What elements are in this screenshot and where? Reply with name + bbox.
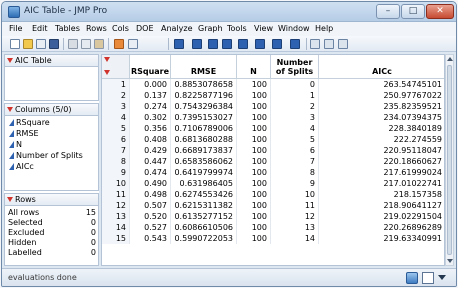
table-cell[interactable]: 0.356: [130, 123, 171, 134]
rows-state-label: Excluded: [8, 228, 45, 237]
table-cell[interactable]: 100: [237, 233, 271, 244]
rows-state-line: [8, 208, 96, 217]
table-cell[interactable]: 228.3840189: [319, 123, 445, 134]
status-bar: [2, 268, 456, 286]
menu-bar: [2, 22, 456, 36]
table-cell[interactable]: 219.02291504: [319, 211, 445, 222]
table-cell[interactable]: 218.157358: [319, 189, 445, 200]
table-cell[interactable]: 100: [237, 134, 271, 145]
columns-panel-body: [4, 116, 99, 191]
bar-chart-icon[interactable]: [208, 39, 218, 49]
dashboard-icon[interactable]: [310, 39, 320, 49]
menu-graph[interactable]: Graph: [198, 24, 223, 33]
row-number[interactable]: 12: [102, 200, 130, 211]
table-cell[interactable]: 0.408: [130, 134, 171, 145]
table-cell[interactable]: 0.543: [130, 233, 171, 244]
rows-state-label: Labelled: [8, 248, 42, 257]
table-cell[interactable]: 217.61999024: [319, 167, 445, 178]
table-cell[interactable]: 0.6813680288: [171, 134, 237, 145]
rows-state-count: 0: [90, 238, 96, 247]
table-cell[interactable]: 0.000: [130, 79, 171, 90]
table-cell[interactable]: 0.8225877196: [171, 90, 237, 101]
rows-state-line: [8, 238, 96, 247]
table-row[interactable]: [102, 123, 445, 134]
table-cell[interactable]: 100: [237, 101, 271, 112]
column-item[interactable]: [9, 151, 83, 160]
table-cell[interactable]: 0.137: [130, 90, 171, 101]
column-header[interactable]: [237, 55, 271, 79]
menu-doe[interactable]: DOE: [136, 24, 154, 33]
continuous-column-icon: [9, 152, 14, 159]
row-number[interactable]: 4: [102, 112, 130, 123]
table-cell[interactable]: 218.90641127: [319, 200, 445, 211]
table-cell[interactable]: 0.302: [130, 112, 171, 123]
column-header-label: N: [250, 67, 257, 76]
row-number[interactable]: 6: [102, 134, 130, 145]
open-file-icon[interactable]: [23, 39, 33, 49]
graph-icon[interactable]: [192, 39, 202, 49]
table-cell[interactable]: 0.6215311382: [171, 200, 237, 211]
save-icon[interactable]: [49, 39, 59, 49]
column-item[interactable]: [9, 140, 22, 149]
jmp-app-icon: [8, 6, 20, 18]
continuous-column-icon: [9, 119, 14, 126]
row-number[interactable]: 3: [102, 101, 130, 112]
jmp-window: [1, 1, 457, 287]
row-number[interactable]: 8: [102, 156, 130, 167]
table-cell[interactable]: 100: [237, 112, 271, 123]
column-header-label: Number of Splits: [275, 58, 314, 76]
row-number[interactable]: 10: [102, 178, 130, 189]
table-cell[interactable]: 100: [237, 123, 271, 134]
toolbar: [2, 36, 456, 52]
table-cell[interactable]: 6: [271, 145, 319, 156]
rows-state-count: 0: [90, 248, 96, 257]
menu-tables[interactable]: Tables: [55, 24, 80, 33]
red-triangle-icon[interactable]: [104, 70, 110, 75]
close-button[interactable]: ✕: [426, 4, 454, 19]
table-cell[interactable]: 9: [271, 178, 319, 189]
window-title: AIC Table - JMP Pro: [24, 6, 108, 16]
table-cell[interactable]: 0.6583586062: [171, 156, 237, 167]
menu-file[interactable]: File: [9, 24, 23, 33]
table-row[interactable]: [102, 167, 445, 178]
table-cell[interactable]: 14: [271, 233, 319, 244]
columns-panel-header[interactable]: [4, 103, 99, 116]
new-table-icon[interactable]: [10, 39, 20, 49]
table-panel-header[interactable]: [4, 54, 99, 67]
vertical-scrollbar[interactable]: [445, 54, 454, 266]
column-item[interactable]: [9, 162, 34, 171]
table-cell[interactable]: 0.520: [130, 211, 171, 222]
table-cell[interactable]: 13: [271, 222, 319, 233]
table-row[interactable]: [102, 222, 445, 233]
table-cell[interactable]: 0.8853078658: [171, 79, 237, 90]
table-cell[interactable]: 0.429: [130, 145, 171, 156]
table-cell[interactable]: 4: [271, 123, 319, 134]
table-cell[interactable]: 100: [237, 178, 271, 189]
red-triangle-icon[interactable]: [7, 107, 13, 112]
table-cell[interactable]: 222.274559: [319, 134, 445, 145]
journal-icon[interactable]: [114, 39, 124, 49]
table-cell[interactable]: 3: [271, 112, 319, 123]
table-cell[interactable]: 0.7106789006: [171, 123, 237, 134]
minimize-button[interactable]: –: [376, 4, 400, 19]
window-icon[interactable]: [338, 39, 348, 49]
table-cell[interactable]: 0.6689173837: [171, 145, 237, 156]
rows-state-count: 0: [90, 228, 96, 237]
rows-panel-header[interactable]: [4, 193, 99, 206]
table-cell[interactable]: 0.7543296384: [171, 101, 237, 112]
rows-state-label: All rows: [8, 208, 40, 217]
menu-window[interactable]: Window: [278, 24, 310, 33]
table-cell[interactable]: 100: [237, 222, 271, 233]
table-row[interactable]: [102, 189, 445, 200]
toolbar-separator: [306, 38, 307, 50]
table-cell[interactable]: 0: [271, 79, 319, 90]
table-cell[interactable]: 100: [237, 189, 271, 200]
menu-view[interactable]: View: [254, 24, 273, 33]
left-pane: [4, 54, 99, 266]
table-cell[interactable]: 0.6086610506: [171, 222, 237, 233]
column-header-label: RMSE: [190, 67, 217, 76]
column-name: Number of Splits: [16, 151, 83, 160]
menu-cols[interactable]: Cols: [112, 24, 129, 33]
menu-tools[interactable]: Tools: [227, 24, 247, 33]
table-cell[interactable]: 7: [271, 156, 319, 167]
scroll-thumb[interactable]: [447, 65, 452, 255]
column-header[interactable]: [271, 55, 319, 79]
row-number[interactable]: 9: [102, 167, 130, 178]
table-cell[interactable]: 0.527: [130, 222, 171, 233]
table-cell[interactable]: 217.01022741: [319, 178, 445, 189]
row-number[interactable]: 2: [102, 90, 130, 101]
table-cell[interactable]: 234.07394375: [319, 112, 445, 123]
row-number[interactable]: 15: [102, 233, 130, 244]
column-header-label: AICc: [372, 67, 392, 76]
table-cell[interactable]: 235.82359521: [319, 101, 445, 112]
column-header[interactable]: [319, 55, 445, 79]
table-cell[interactable]: 100: [237, 211, 271, 222]
table-cell[interactable]: 0.6135277152: [171, 211, 237, 222]
table-row[interactable]: [102, 134, 445, 145]
scroll-up-icon[interactable]: [447, 57, 453, 61]
table-row[interactable]: [102, 178, 445, 189]
rows-state-line: [8, 228, 96, 237]
red-triangle-icon[interactable]: [7, 58, 13, 63]
layout-icon[interactable]: [238, 39, 248, 49]
menu-analyze[interactable]: Analyze: [161, 24, 193, 33]
column-name: RMSE: [16, 129, 39, 138]
continuous-column-icon: [9, 163, 14, 170]
print-icon[interactable]: [128, 39, 138, 49]
table-cell[interactable]: 10: [271, 189, 319, 200]
table-cell[interactable]: 100: [237, 200, 271, 211]
table-cell[interactable]: 0.274: [130, 101, 171, 112]
rows-state-label: Hidden: [8, 238, 37, 247]
cut-icon[interactable]: [68, 39, 78, 49]
status-text: evaluations done: [8, 273, 77, 282]
table-cell[interactable]: 0.498: [130, 189, 171, 200]
table-row[interactable]: [102, 112, 445, 123]
table-row[interactable]: [102, 233, 445, 244]
rows-state-label: Selected: [8, 218, 43, 227]
table-row[interactable]: [102, 200, 445, 211]
column-name: RSquare: [16, 118, 50, 127]
column-item[interactable]: [9, 129, 39, 138]
table-icon[interactable]: [290, 39, 300, 49]
row-number[interactable]: 13: [102, 211, 130, 222]
table-cell[interactable]: 0.7395153027: [171, 112, 237, 123]
bars-icon[interactable]: [272, 39, 282, 49]
row-number[interactable]: 1: [102, 79, 130, 90]
table-row[interactable]: [102, 79, 445, 90]
columns-panel-title: Columns (5/0): [15, 105, 72, 114]
table-row[interactable]: [102, 211, 445, 222]
table-cell[interactable]: 220.18660627: [319, 156, 445, 167]
red-triangle-icon[interactable]: [104, 57, 110, 62]
column-name: AICc: [16, 162, 34, 171]
copy-icon[interactable]: [81, 39, 91, 49]
menu-help[interactable]: Help: [315, 24, 334, 33]
table-cell[interactable]: 5: [271, 134, 319, 145]
menu-rows[interactable]: Rows: [86, 24, 107, 33]
table-cell[interactable]: 0.507: [130, 200, 171, 211]
table-cell[interactable]: 263.54745101: [319, 79, 445, 90]
home-window-icon[interactable]: [406, 272, 418, 284]
toolbar-separator: [108, 38, 109, 50]
table-row[interactable]: [102, 90, 445, 101]
rows-state-line: [8, 218, 96, 227]
compare-icon[interactable]: [255, 39, 265, 49]
table-cell[interactable]: 0.5990722053: [171, 233, 237, 244]
red-triangle-icon[interactable]: [7, 197, 13, 202]
table-cell[interactable]: 0.490: [130, 178, 171, 189]
table-cell[interactable]: 219.63340991: [319, 233, 445, 244]
continuous-column-icon: [9, 130, 14, 137]
table-cell[interactable]: 100: [237, 79, 271, 90]
column-header[interactable]: [130, 55, 171, 79]
rows-panel-body: [4, 206, 99, 266]
table-cell[interactable]: 8: [271, 167, 319, 178]
title-bar: [2, 2, 456, 22]
new-script-icon[interactable]: [36, 39, 46, 49]
table-row[interactable]: [102, 101, 445, 112]
column-header[interactable]: [171, 55, 237, 79]
toolbar-separator: [168, 38, 169, 50]
scroll-down-icon[interactable]: [447, 259, 453, 263]
grid-corner: [102, 55, 130, 79]
table-cell[interactable]: 2: [271, 101, 319, 112]
row-number[interactable]: 11: [102, 189, 130, 200]
table-cell[interactable]: 11: [271, 200, 319, 211]
table-row[interactable]: [102, 145, 445, 156]
paste-icon[interactable]: [94, 39, 104, 49]
table-cell[interactable]: 220.26896289: [319, 222, 445, 233]
table-row[interactable]: [102, 156, 445, 167]
column-header-label: RSquare: [130, 67, 170, 76]
table-cell[interactable]: 1: [271, 90, 319, 101]
table-cell[interactable]: 0.6274553426: [171, 189, 237, 200]
table-cell[interactable]: 100: [237, 90, 271, 101]
grid-icon[interactable]: [324, 39, 334, 49]
column-item[interactable]: [9, 118, 50, 127]
arrow-icon[interactable]: [222, 39, 232, 49]
data-grid: [101, 54, 445, 266]
menu-edit[interactable]: Edit: [32, 24, 48, 33]
table-cell[interactable]: 100: [237, 156, 271, 167]
table-cell[interactable]: 12: [271, 211, 319, 222]
column-name: N: [16, 140, 22, 149]
table-cell[interactable]: 100: [237, 167, 271, 178]
table-cell[interactable]: 100: [237, 145, 271, 156]
table-cell[interactable]: 0.474: [130, 167, 171, 178]
table-cell[interactable]: 0.447: [130, 156, 171, 167]
row-number[interactable]: 14: [102, 222, 130, 233]
row-number[interactable]: 7: [102, 145, 130, 156]
table-cell[interactable]: 0.6419799974: [171, 167, 237, 178]
rows-state-line: [8, 248, 96, 257]
table-cell[interactable]: 0.631986405: [171, 178, 237, 189]
show-table-icon[interactable]: [422, 272, 434, 284]
maximize-button[interactable]: □: [401, 4, 425, 19]
rows-state-count: 15: [85, 208, 96, 217]
status-menu-icon[interactable]: [438, 275, 446, 280]
row-number[interactable]: 5: [102, 123, 130, 134]
table-cell[interactable]: 220.95118047: [319, 145, 445, 156]
table-panel-title: AIC Table: [15, 56, 52, 65]
analyze-icon[interactable]: [174, 39, 184, 49]
rows-panel-title: Rows: [15, 195, 36, 204]
continuous-column-icon: [9, 141, 14, 148]
table-cell[interactable]: 250.97767022: [319, 90, 445, 101]
rows-state-count: 0: [90, 218, 96, 227]
table-panel-body: [4, 67, 99, 101]
toolbar-separator: [63, 38, 64, 50]
